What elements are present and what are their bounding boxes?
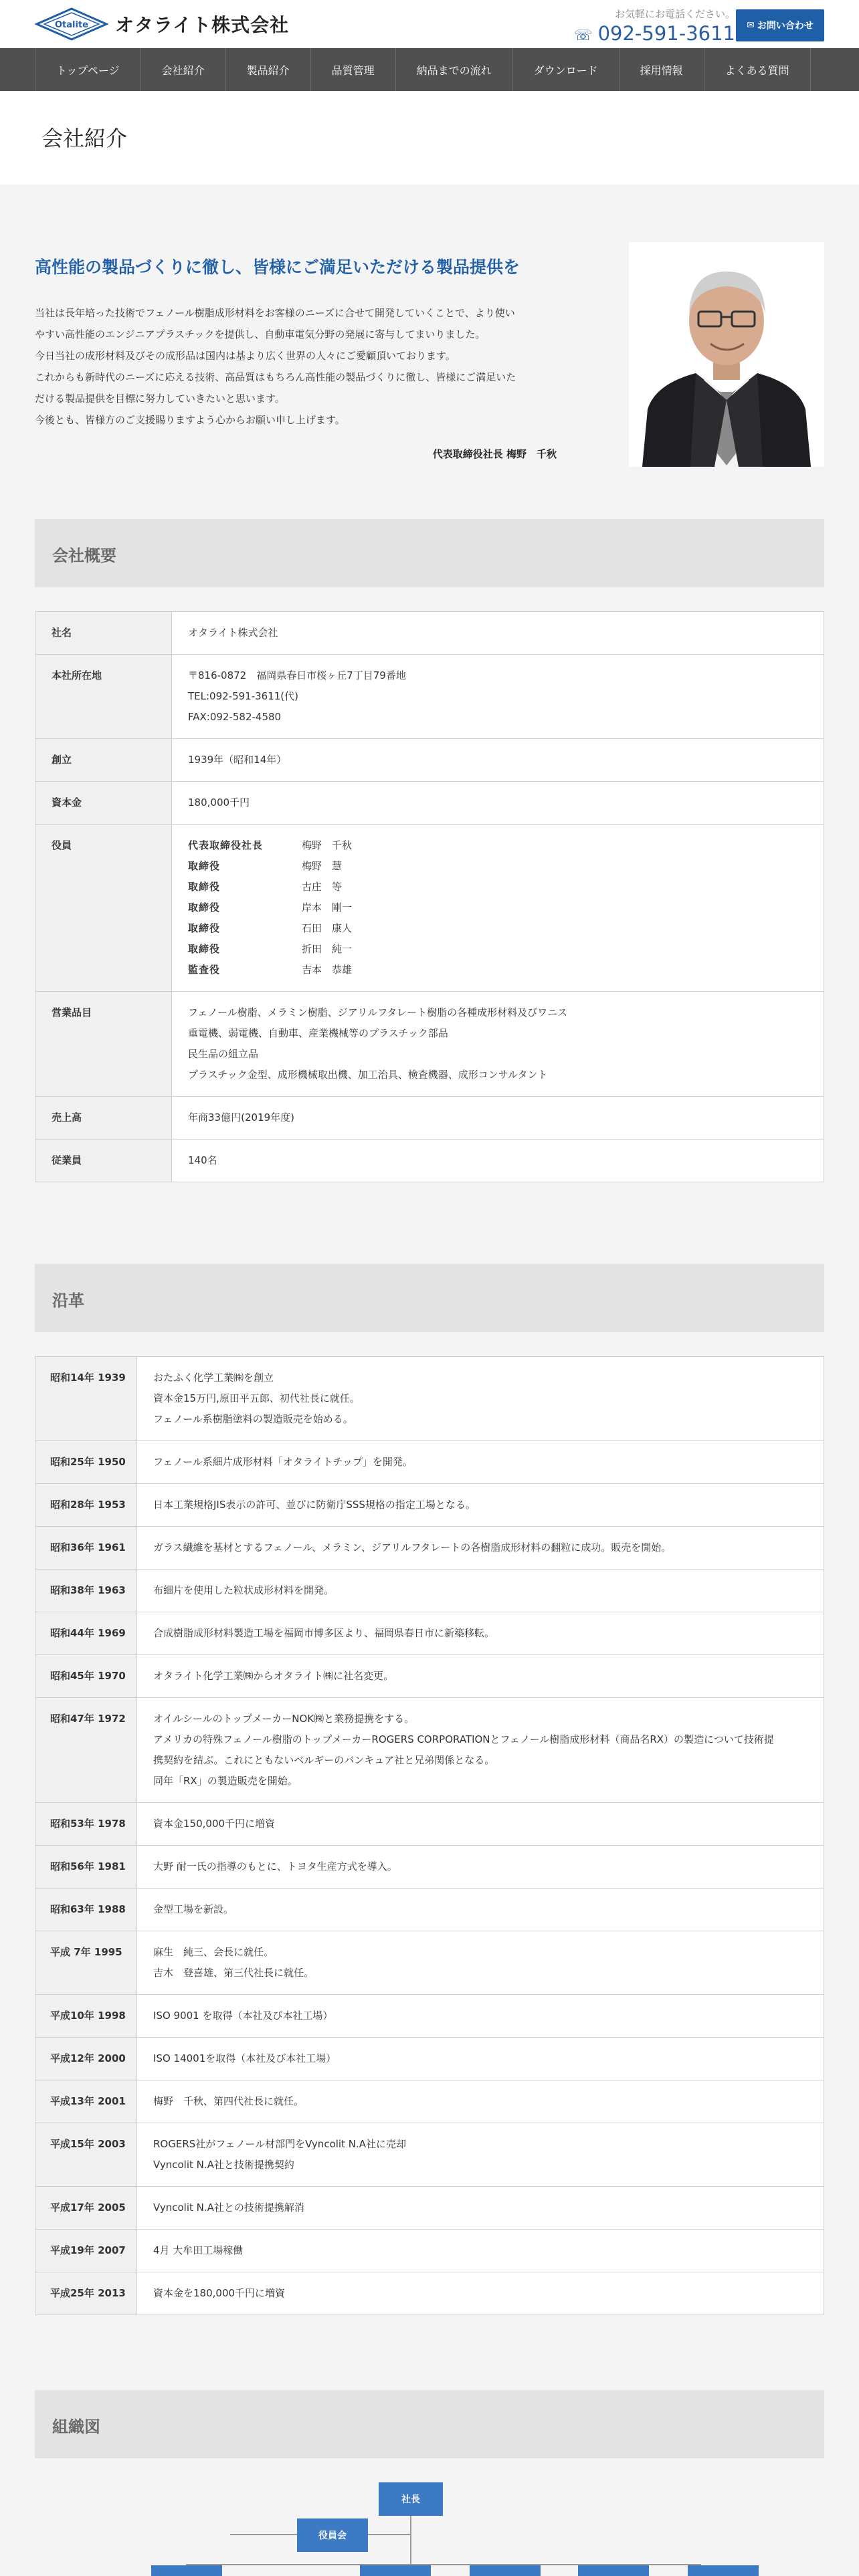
president-photo bbox=[629, 242, 824, 467]
phone-number-text: 092-591-3611 bbox=[597, 22, 735, 45]
contact-note: お気軽にお電話ください。 bbox=[614, 8, 735, 20]
history-row bbox=[35, 1527, 824, 1570]
page-title: 会社紹介 bbox=[41, 126, 128, 151]
employees-value: 140名 bbox=[172, 1140, 824, 1182]
table-row bbox=[35, 782, 824, 825]
history-year: 昭和28年 1953 bbox=[35, 1484, 137, 1527]
table-row bbox=[35, 739, 824, 782]
history-table bbox=[35, 1356, 824, 2315]
greeting-heading: 高性能の製品づくりに徹し、皆様にご満足いただける製品提供を bbox=[35, 257, 520, 277]
overview-heading: 会社概要 bbox=[52, 546, 116, 565]
history-event-line: オタライト化学工業㈱からオタライト㈱に社名変更。 bbox=[153, 1670, 394, 1682]
history-event bbox=[137, 2080, 824, 2123]
company-overview-table bbox=[35, 611, 824, 1182]
history-event-line: 梅野 千秋、第四代社長に就任。 bbox=[153, 2095, 304, 2107]
history-event-line: 布細片を使用した粒状成形材料を開発。 bbox=[153, 1584, 335, 1596]
history-year: 平成19年 2007 bbox=[35, 2230, 137, 2272]
officer-name: 折田 純一 bbox=[302, 943, 353, 955]
history-row bbox=[35, 2123, 824, 2187]
history-year: 平成10年 1998 bbox=[35, 1995, 137, 2038]
table-row bbox=[35, 992, 824, 1097]
history-year: 昭和63年 1988 bbox=[35, 1889, 137, 1931]
greeting-line: 今後とも、皆様方のご支援賜りますよう心からお願い申し上げます。 bbox=[35, 414, 345, 426]
history-row bbox=[35, 2272, 824, 2315]
history-event bbox=[137, 1570, 824, 1612]
officer-name: 岸本 剛一 bbox=[302, 901, 353, 914]
row-label: 役員 bbox=[35, 825, 172, 992]
greeting-message bbox=[35, 302, 563, 431]
history-year: 昭和38年 1963 bbox=[35, 1570, 137, 1612]
history-year: 昭和25年 1950 bbox=[35, 1441, 137, 1484]
history-event-line: Vyncolit N.A社との技術提携解消 bbox=[153, 2202, 304, 2214]
history-year: 昭和56年 1981 bbox=[35, 1846, 137, 1889]
history-row bbox=[35, 2080, 824, 2123]
inquiry-button[interactable] bbox=[736, 9, 824, 41]
mail-icon: ✉ bbox=[747, 20, 755, 31]
history-row bbox=[35, 1698, 824, 1803]
history-event bbox=[137, 1484, 824, 1527]
capital-value: 180,000千円 bbox=[172, 782, 824, 825]
officer-role: 取締役 bbox=[188, 943, 221, 955]
history-event-line: フェノール系樹脂塗料の製造販売を始める。 bbox=[153, 1413, 353, 1425]
history-event bbox=[137, 2123, 824, 2187]
history-event-line: 大野 耐一氏の指導のもとに、トヨタ生産方式を導入。 bbox=[153, 1860, 397, 1872]
org-chart bbox=[35, 2474, 824, 2576]
row-label: 創立 bbox=[35, 739, 172, 782]
officer-row bbox=[188, 877, 807, 897]
history-event-line: アメリカの特殊フェノール樹脂のトップメーカーROGERS CORPORATIONとフェノール樹脂成形材料（商品名RX）の製造について技術提 bbox=[153, 1733, 774, 1745]
history-year: 昭和53年 1978 bbox=[35, 1803, 137, 1846]
history-event-line: 金型工場を新設。 bbox=[153, 1903, 234, 1915]
officer-name: 吉本 恭雄 bbox=[302, 964, 353, 976]
row-label: 資本金 bbox=[35, 782, 172, 825]
history-row bbox=[35, 1995, 824, 2038]
officer-name: 古庄 等 bbox=[302, 881, 343, 893]
site-header bbox=[0, 0, 859, 48]
history-event bbox=[137, 2038, 824, 2080]
fax-text: FAX:092-582-4580 bbox=[188, 711, 282, 723]
history-year: 昭和45年 1970 bbox=[35, 1655, 137, 1698]
table-row bbox=[35, 1097, 824, 1140]
history-year: 平成17年 2005 bbox=[35, 2187, 137, 2230]
business-line: 民生品の組立品 bbox=[188, 1048, 259, 1060]
nav-item-top[interactable]: トップページ bbox=[35, 48, 140, 91]
history-year: 平成12年 2000 bbox=[35, 2038, 137, 2080]
business-value bbox=[172, 992, 824, 1097]
logo-text: オタライト株式会社 bbox=[115, 14, 290, 36]
officer-row bbox=[188, 897, 807, 918]
history-year: 平成15年 2003 bbox=[35, 2123, 137, 2187]
history-row bbox=[35, 1803, 824, 1846]
officer-name: 梅野 千秋 bbox=[302, 839, 353, 851]
nav-item-delivery[interactable]: 納品までの流れ bbox=[395, 48, 512, 91]
table-row bbox=[35, 825, 824, 992]
greeting-line: やすい高性能のエンジニアプラスチックを提供し、自動車電気分野の発展に寄与してまいりました。 bbox=[35, 328, 486, 340]
history-event-line: Vyncolit N.A社と技術提携契約 bbox=[153, 2159, 294, 2171]
founded-value: 1939年（昭和14年） bbox=[172, 739, 824, 782]
history-row bbox=[35, 1612, 824, 1655]
greeting-line: 今日当社の成形材料及びその成形品は国内は基より広く世界の人々にご愛顧頂いております。 bbox=[35, 350, 456, 362]
greeting-signature: 代表取締役社長 梅野 千秋 bbox=[432, 448, 557, 460]
history-event-line: 資本金を180,000千円に増資 bbox=[153, 2287, 286, 2299]
history-event bbox=[137, 1698, 824, 1803]
phone-icon: ☏ bbox=[574, 27, 593, 44]
address-value bbox=[172, 655, 824, 739]
officer-role: 取締役 bbox=[188, 922, 221, 934]
history-row bbox=[35, 2230, 824, 2272]
nav-item-products[interactable]: 製品紹介 bbox=[225, 48, 310, 91]
history-event-line: フェノール系細片成形材料「オタライトチップ」を開発。 bbox=[153, 1456, 413, 1468]
officer-role: 取締役 bbox=[188, 881, 221, 893]
history-event bbox=[137, 2272, 824, 2315]
history-row bbox=[35, 1484, 824, 1527]
history-event-line: おたふく化学工業㈱を創立 bbox=[153, 1372, 274, 1384]
inquiry-label: お問い合わせ bbox=[757, 21, 814, 31]
logo-mark-icon bbox=[35, 7, 108, 41]
history-event bbox=[137, 1527, 824, 1570]
company-logo[interactable] bbox=[35, 5, 302, 43]
history-year: 平成13年 2001 bbox=[35, 2080, 137, 2123]
history-event-line: 携契約を結ぶ。これにともないベルギーのバンキュア社と兄弟関係となる。 bbox=[153, 1754, 495, 1766]
business-line: プラスチック金型、成形機械取出機、加工治具、検査機器、成形コンサルタント bbox=[188, 1069, 548, 1081]
history-event bbox=[137, 1803, 824, 1846]
history-event bbox=[137, 2187, 824, 2230]
history-event-line: 吉木 登喜雄、第三代社長に就任。 bbox=[153, 1967, 314, 1979]
business-line: 重電機、弱電機、自動車、産業機械等のプラスチック部品 bbox=[188, 1027, 448, 1039]
officer-role: 取締役 bbox=[188, 901, 221, 914]
history-event bbox=[137, 2230, 824, 2272]
history-event-line: 同年「RX」の製造販売を開始。 bbox=[153, 1775, 298, 1787]
officer-row bbox=[188, 918, 807, 939]
history-row bbox=[35, 1846, 824, 1889]
nav-item-quality[interactable]: 品質管理 bbox=[310, 48, 395, 91]
history-event bbox=[137, 1357, 824, 1441]
history-event bbox=[137, 1655, 824, 1698]
history-event-line: ISO 14001を取得（本社及び本社工場） bbox=[153, 2052, 337, 2064]
nav-item-recruit[interactable]: 採用情報 bbox=[619, 48, 704, 91]
officer-role: 取締役 bbox=[188, 860, 221, 872]
history-event-line: 資本金150,000千円に増資 bbox=[153, 1818, 276, 1830]
history-row bbox=[35, 2187, 824, 2230]
contact-block bbox=[574, 7, 735, 45]
history-event-line: ガラス繊維を基材とするフェノール、メラミン、ジアリルフタレートの各樹脂成形材料の翻粒に成功。販売を開始。 bbox=[153, 1541, 672, 1553]
history-event-line: オイルシールのトップメーカーNOK㈱と業務提携をする。 bbox=[153, 1713, 415, 1725]
history-row bbox=[35, 1441, 824, 1484]
history-year: 昭和14年 1939 bbox=[35, 1357, 137, 1441]
table-row bbox=[35, 655, 824, 739]
history-event bbox=[137, 1441, 824, 1484]
history-year: 平成25年 2013 bbox=[35, 2272, 137, 2315]
history-event bbox=[137, 1612, 824, 1655]
row-label: 本社所在地 bbox=[35, 655, 172, 739]
history-event-line: ROGERS社がフェノール材部門をVyncolit N.A社に売却 bbox=[153, 2138, 406, 2150]
phone-number[interactable] bbox=[574, 22, 735, 45]
greeting-line: これからも新時代のニーズに応える技術、高品質はもちろん高性能の製品づくりに徹し、皆様にご満足いた bbox=[35, 371, 516, 383]
history-event-line: 4月 大牟田工場稼働 bbox=[153, 2244, 244, 2256]
history-year: 平成 7年 1995 bbox=[35, 1931, 137, 1995]
row-label: 従業員 bbox=[35, 1140, 172, 1182]
table-row bbox=[35, 1140, 824, 1182]
nav-item-download[interactable]: ダウンロード bbox=[512, 48, 619, 91]
officer-name: 梅野 慧 bbox=[302, 860, 343, 872]
officer-row bbox=[188, 960, 807, 980]
president-portrait-image bbox=[629, 242, 824, 467]
org-heading: 組織図 bbox=[52, 2418, 100, 2436]
officer-role: 代表取締役社長 bbox=[188, 839, 264, 851]
history-event bbox=[137, 1931, 824, 1995]
history-row bbox=[35, 1931, 824, 1995]
nav-item-faq[interactable]: よくある質問 bbox=[704, 48, 811, 91]
officer-row bbox=[188, 835, 807, 856]
company-name-value: オタライト株式会社 bbox=[172, 612, 824, 655]
history-row bbox=[35, 1570, 824, 1612]
address-text: 〒816-0872 福岡県春日市桜ヶ丘7丁目79番地 bbox=[188, 669, 406, 681]
history-event-line: 日本工業規格JIS表示の許可、並びに防衛庁SSS規格の指定工場となる。 bbox=[153, 1499, 476, 1511]
history-row bbox=[35, 1655, 824, 1698]
history-event bbox=[137, 1889, 824, 1931]
org-box-board[interactable]: 役員会 bbox=[297, 2518, 368, 2552]
greeting-line: 当社は長年培った技術でフェノール樹脂成形材料をお客様のニーズに合せて開発していくことで、より使い bbox=[35, 307, 515, 319]
row-label: 社名 bbox=[35, 612, 172, 655]
officer-row bbox=[188, 939, 807, 960]
greeting-line: だける製品提供を目標に努力していきたいと思います。 bbox=[35, 393, 285, 405]
history-row bbox=[35, 1357, 824, 1441]
history-year: 昭和47年 1972 bbox=[35, 1698, 137, 1803]
page-title-band bbox=[0, 91, 859, 185]
history-event-line: 資本金15万円,原田平五郎、初代社長に就任。 bbox=[153, 1392, 360, 1404]
org-box-department[interactable] bbox=[151, 2565, 222, 2576]
officers-value bbox=[172, 825, 824, 992]
overview-section-header bbox=[35, 519, 824, 587]
logo-badge-text: Otalite bbox=[55, 20, 88, 30]
history-year: 昭和36年 1961 bbox=[35, 1527, 137, 1570]
officer-row bbox=[188, 856, 807, 877]
officer-role: 監査役 bbox=[188, 964, 221, 976]
history-event-line: 合成樹脂成形材料製造工場を福岡市博多区より、福岡県春日市に新築移転。 bbox=[153, 1627, 495, 1639]
business-line: フェノール樹脂、メラミン樹脂、ジアリルフタレート樹脂の各種成形材料及びワニス bbox=[188, 1006, 568, 1018]
history-year: 昭和44年 1969 bbox=[35, 1612, 137, 1655]
row-label: 営業品目 bbox=[35, 992, 172, 1097]
table-row bbox=[35, 612, 824, 655]
org-section-header bbox=[35, 2390, 824, 2458]
sales-value: 年商33億円(2019年度) bbox=[172, 1097, 824, 1140]
history-row bbox=[35, 2038, 824, 2080]
history-heading: 沿革 bbox=[52, 1291, 84, 1310]
org-box-department[interactable] bbox=[360, 2565, 431, 2576]
history-event bbox=[137, 1995, 824, 2038]
history-event bbox=[137, 1846, 824, 1889]
tel-text: TEL:092-591-3611(代) bbox=[188, 690, 299, 702]
history-event-line: 麻生 純三、会長に就任。 bbox=[153, 1946, 274, 1958]
officer-name: 石田 康人 bbox=[302, 922, 353, 934]
org-box-department[interactable] bbox=[578, 2565, 649, 2576]
history-event-line: ISO 9001 を取得（本社及び本社工場） bbox=[153, 2010, 333, 2022]
history-row bbox=[35, 1889, 824, 1931]
org-box-president[interactable]: 社長 bbox=[379, 2482, 443, 2516]
org-box-department[interactable] bbox=[688, 2565, 759, 2576]
global-nav bbox=[0, 48, 859, 91]
history-section-header bbox=[35, 1264, 824, 1332]
nav-item-company[interactable]: 会社紹介 bbox=[140, 48, 225, 91]
org-box-department[interactable] bbox=[470, 2565, 541, 2576]
row-label: 売上高 bbox=[35, 1097, 172, 1140]
